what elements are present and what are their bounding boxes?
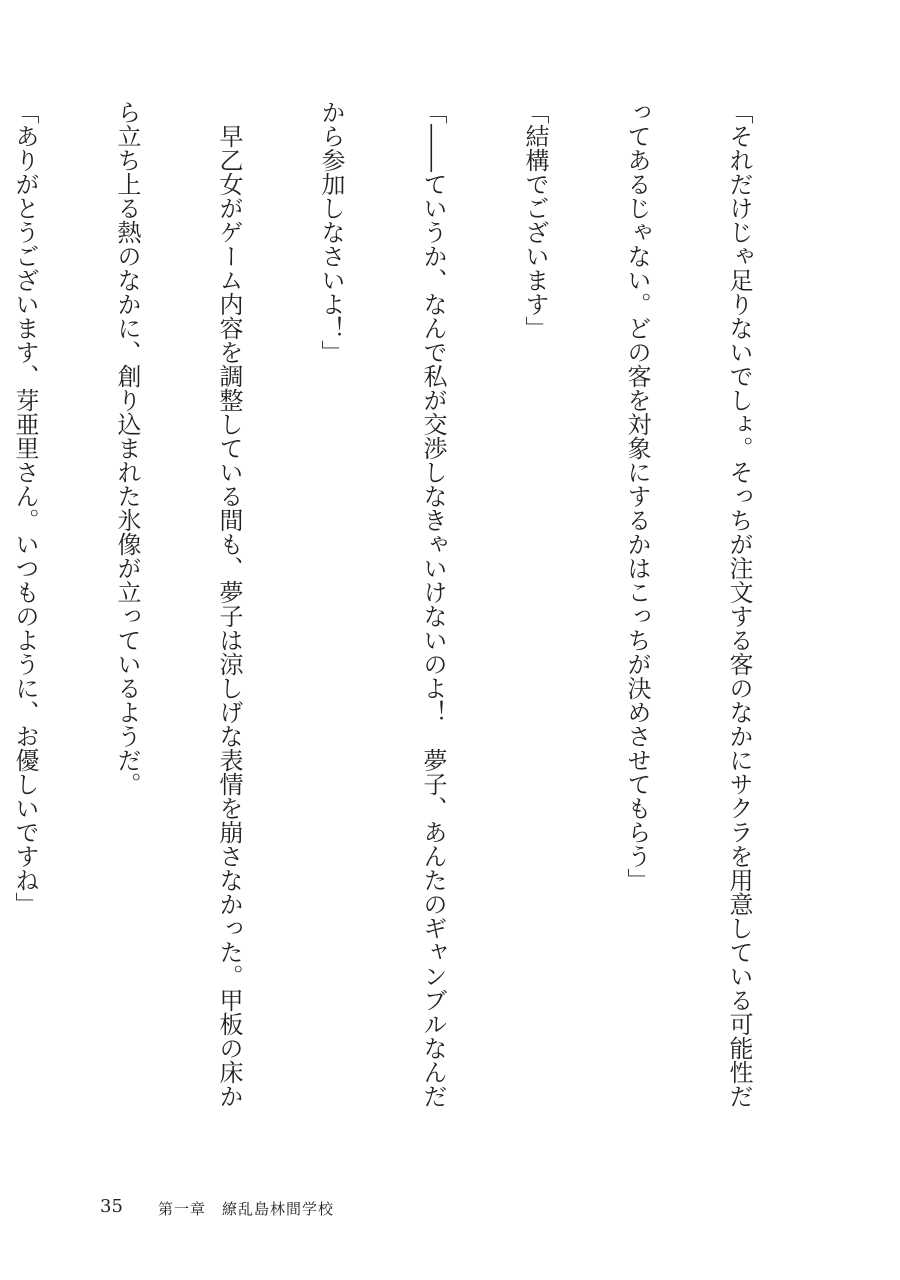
vertical-body-text (11, 100, 824, 1108)
page-number: 35 (100, 1196, 123, 1217)
running-chapter-title: 第一章 繚乱島林間学校 (158, 1200, 335, 1218)
text-line: 早乙女がゲーム内容を調整している間も、夢子は涼しげな表情を崩さなかった。甲板の床か (215, 100, 243, 1108)
text-line: 「結構でございます」 (521, 100, 549, 340)
text-line: 「ありがとうございます、芽亜里さん。いつものように、お優しいですね」 (11, 100, 39, 916)
text-line: 「――ていうか、なんで私が交渉しなきゃいけないのよ！ 夢子、あんたのギャンブルなんだ (419, 100, 447, 1108)
text-line: ら立ち上る熱のなかに、創り込まれた氷像が立っているようだ。 (113, 100, 141, 796)
text-line: 「それだけじゃ足りないでしょ。そっちが注文する客のなかにサクラを用意している可能性だ (725, 100, 753, 1108)
text-line: ってあるじゃない。どの客を対象にするかはこっちが決めさせてもらう」 (623, 100, 651, 892)
text-line: から参加しなさいよ！」 (317, 100, 345, 364)
page-footer (100, 1196, 600, 1226)
